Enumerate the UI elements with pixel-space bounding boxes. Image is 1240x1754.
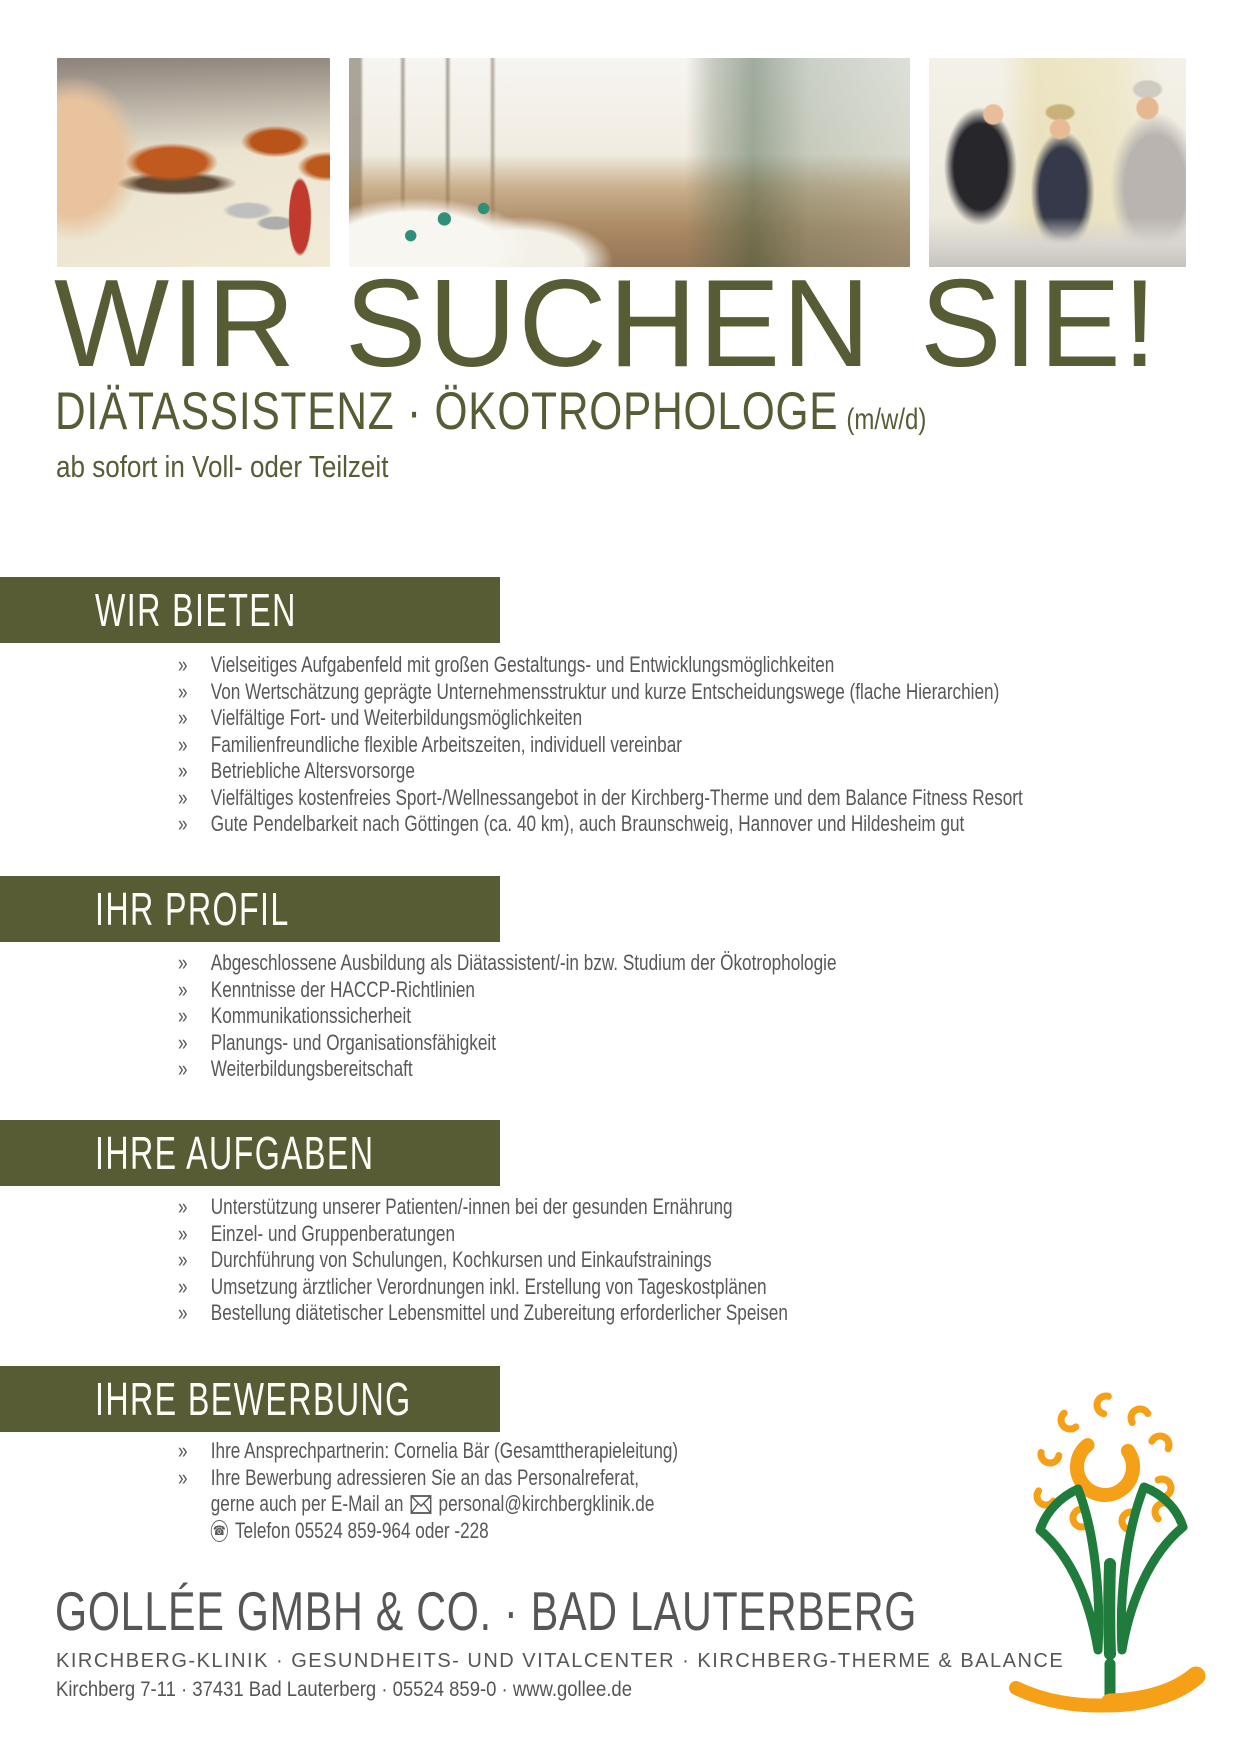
job-title xyxy=(55,382,927,441)
bullet-text: Weiterbildungsbereitschaft xyxy=(210,1056,413,1081)
bullet-marker: » xyxy=(178,1029,188,1055)
stem xyxy=(1109,1564,1110,1696)
bullet-item xyxy=(178,1194,788,1221)
bullet-text: Unterstützung unserer Patienten/-innen bei der gesunden Ernährung xyxy=(210,1194,733,1219)
email-line xyxy=(211,1491,678,1518)
bullet-item xyxy=(178,1465,678,1492)
bullet-text: Einzel- und Gruppenberatungen xyxy=(210,1220,455,1246)
bullet-marker: » xyxy=(178,976,188,1002)
company-name: GOLLÉE GMBH & CO. · BAD LAUTERBERG xyxy=(55,1580,918,1642)
ihre-bewerbung-list xyxy=(178,1438,678,1491)
bullet-text: Ihre Ansprechpartnerin: Cornelia Bär (Gesamttherapieleitung) xyxy=(210,1438,679,1463)
bullet-marker: » xyxy=(178,1438,188,1463)
bullet-item xyxy=(178,1274,788,1301)
section-title: IHRE AUFGABEN xyxy=(95,1127,375,1179)
bullet-marker: » xyxy=(178,652,188,677)
phone-icon: ☎ xyxy=(211,1520,228,1542)
job-title-text: DIÄTASSISTENZ · ÖKOTROPHOLOGE xyxy=(55,382,839,441)
bullet-item xyxy=(178,1247,788,1274)
bullet-item xyxy=(178,679,1023,706)
section-title: IHR PROFIL xyxy=(95,883,290,935)
bullet-item xyxy=(178,1056,837,1083)
bullet-text: Durchführung von Schulungen, Kochkursen und Einkaufstrainings xyxy=(210,1247,712,1272)
wir-bieten-list xyxy=(178,652,1023,838)
bullet-marker: » xyxy=(178,1247,188,1272)
bullet-item xyxy=(178,1221,788,1248)
section-banner-ihre-bewerbung xyxy=(0,1366,500,1432)
bullet-marker: » xyxy=(178,1194,188,1219)
section-banner-wir-bieten xyxy=(0,577,500,643)
ihr-profil-list xyxy=(178,950,837,1083)
bullet-text: Von Wertschätzung geprägte Unternehmensstruktur und kurze Entscheidungswege (flache Hierarchien) xyxy=(210,678,1000,704)
bullet-marker: » xyxy=(178,784,188,810)
bullet-marker: » xyxy=(178,758,188,783)
bullet-marker: » xyxy=(178,1300,188,1325)
section-title: WIR BIETEN xyxy=(95,584,297,636)
address-line: Kirchberg 7-11 · 37431 Bad Lauterberg · 05524 859-0 · www.gollee.de xyxy=(56,1678,632,1701)
tagline: ab sofort in Voll- oder Teilzeit xyxy=(56,449,389,484)
bullet-item xyxy=(178,758,1023,785)
bullet-text: Gute Pendelbarkeit nach Göttingen (ca. 40 km), auch Braunschweig, Hannover und Hildesheim gut xyxy=(210,811,965,836)
bullet-text: Abgeschlossene Ausbildung als Diätassistent/-in bzw. Studium der Ökotrophologie xyxy=(210,950,837,975)
bullet-text: Betriebliche Altersvorsorge xyxy=(210,758,415,783)
restaurant-photo xyxy=(349,58,910,267)
bullet-item xyxy=(178,1438,678,1465)
bullet-marker: » xyxy=(178,1464,188,1490)
section-title: IHRE BEWERBUNG xyxy=(95,1373,412,1425)
bullet-marker: » xyxy=(178,1220,188,1246)
bullet-marker: » xyxy=(178,678,188,704)
bullet-text: Vielseitiges Aufgabenfeld mit großen Gestaltungs- und Entwicklungsmöglichkeiten xyxy=(210,652,835,677)
bullet-item xyxy=(178,811,1023,838)
bullet-item xyxy=(178,705,1023,732)
bullet-text: Vielfältige Fort- und Weiterbildungsmöglichkeiten xyxy=(210,705,583,730)
bullet-text: Umsetzung ärztlicher Verordnungen inkl. Erstellung von Tageskostplänen xyxy=(210,1273,767,1299)
section-banner-ihre-aufgaben xyxy=(0,1120,500,1186)
bullet-marker: » xyxy=(178,1273,188,1299)
bullet-item xyxy=(178,1003,837,1030)
bullet-text: Kommunikationssicherheit xyxy=(210,1003,412,1028)
bullet-item xyxy=(178,950,837,977)
bullet-item xyxy=(178,732,1023,759)
gender-suffix: (m/w/d) xyxy=(846,403,927,436)
bullet-item xyxy=(178,977,837,1004)
food-preparation-photo xyxy=(57,58,330,267)
bullet-marker: » xyxy=(178,1056,188,1081)
bullet-text: Planungs- und Organisationsfähigkeit xyxy=(210,1029,496,1055)
bullet-text: Bestellung diätetischer Lebensmittel und Zubereitung erforderlicher Speisen xyxy=(210,1300,788,1325)
ihre-aufgaben-list xyxy=(178,1194,788,1327)
bullet-item xyxy=(178,1030,837,1057)
bullet-item xyxy=(178,652,1023,679)
bullet-text: Kenntnisse der HACCP-Richtlinien xyxy=(210,976,475,1002)
bullet-text: Familienfreundliche flexible Arbeitszeiten, individuell vereinbar xyxy=(210,731,682,757)
envelope-icon xyxy=(410,1495,431,1514)
bullet-text: Ihre Bewerbung adressieren Sie an das Personalreferat, xyxy=(210,1464,640,1490)
bullet-marker: » xyxy=(178,705,188,730)
phone-line xyxy=(211,1518,678,1545)
facilities-line: KIRCHBERG-KLINIK · GESUNDHEITS- UND VITALCENTER · KIRCHBERG-THERME & BALANCE xyxy=(56,1650,1065,1672)
bullet-item xyxy=(178,1300,788,1327)
email-prefix: gerne auch per E-Mail an xyxy=(210,1491,404,1516)
company-flower-logo xyxy=(1000,1392,1210,1722)
phone-number: Telefon 05524 859-964 oder -228 xyxy=(234,1517,489,1543)
application-details xyxy=(178,1438,678,1544)
headline: WIR SUCHEN SIE! xyxy=(54,253,1159,393)
bullet-marker: » xyxy=(178,1003,188,1028)
bullet-marker: » xyxy=(178,950,188,975)
email-address: personal@kirchbergklinik.de xyxy=(438,1491,655,1516)
section-banner-ihr-profil xyxy=(0,876,500,942)
bullet-text: Vielfältiges kostenfreies Sport-/Wellnessangebot in der Kirchberg-Therme und dem Balance Fitness Resort xyxy=(210,784,1023,810)
cooking-group-photo xyxy=(929,58,1186,267)
bullet-marker: » xyxy=(178,811,188,836)
bullet-item xyxy=(178,785,1023,812)
bullet-marker: » xyxy=(178,731,188,757)
